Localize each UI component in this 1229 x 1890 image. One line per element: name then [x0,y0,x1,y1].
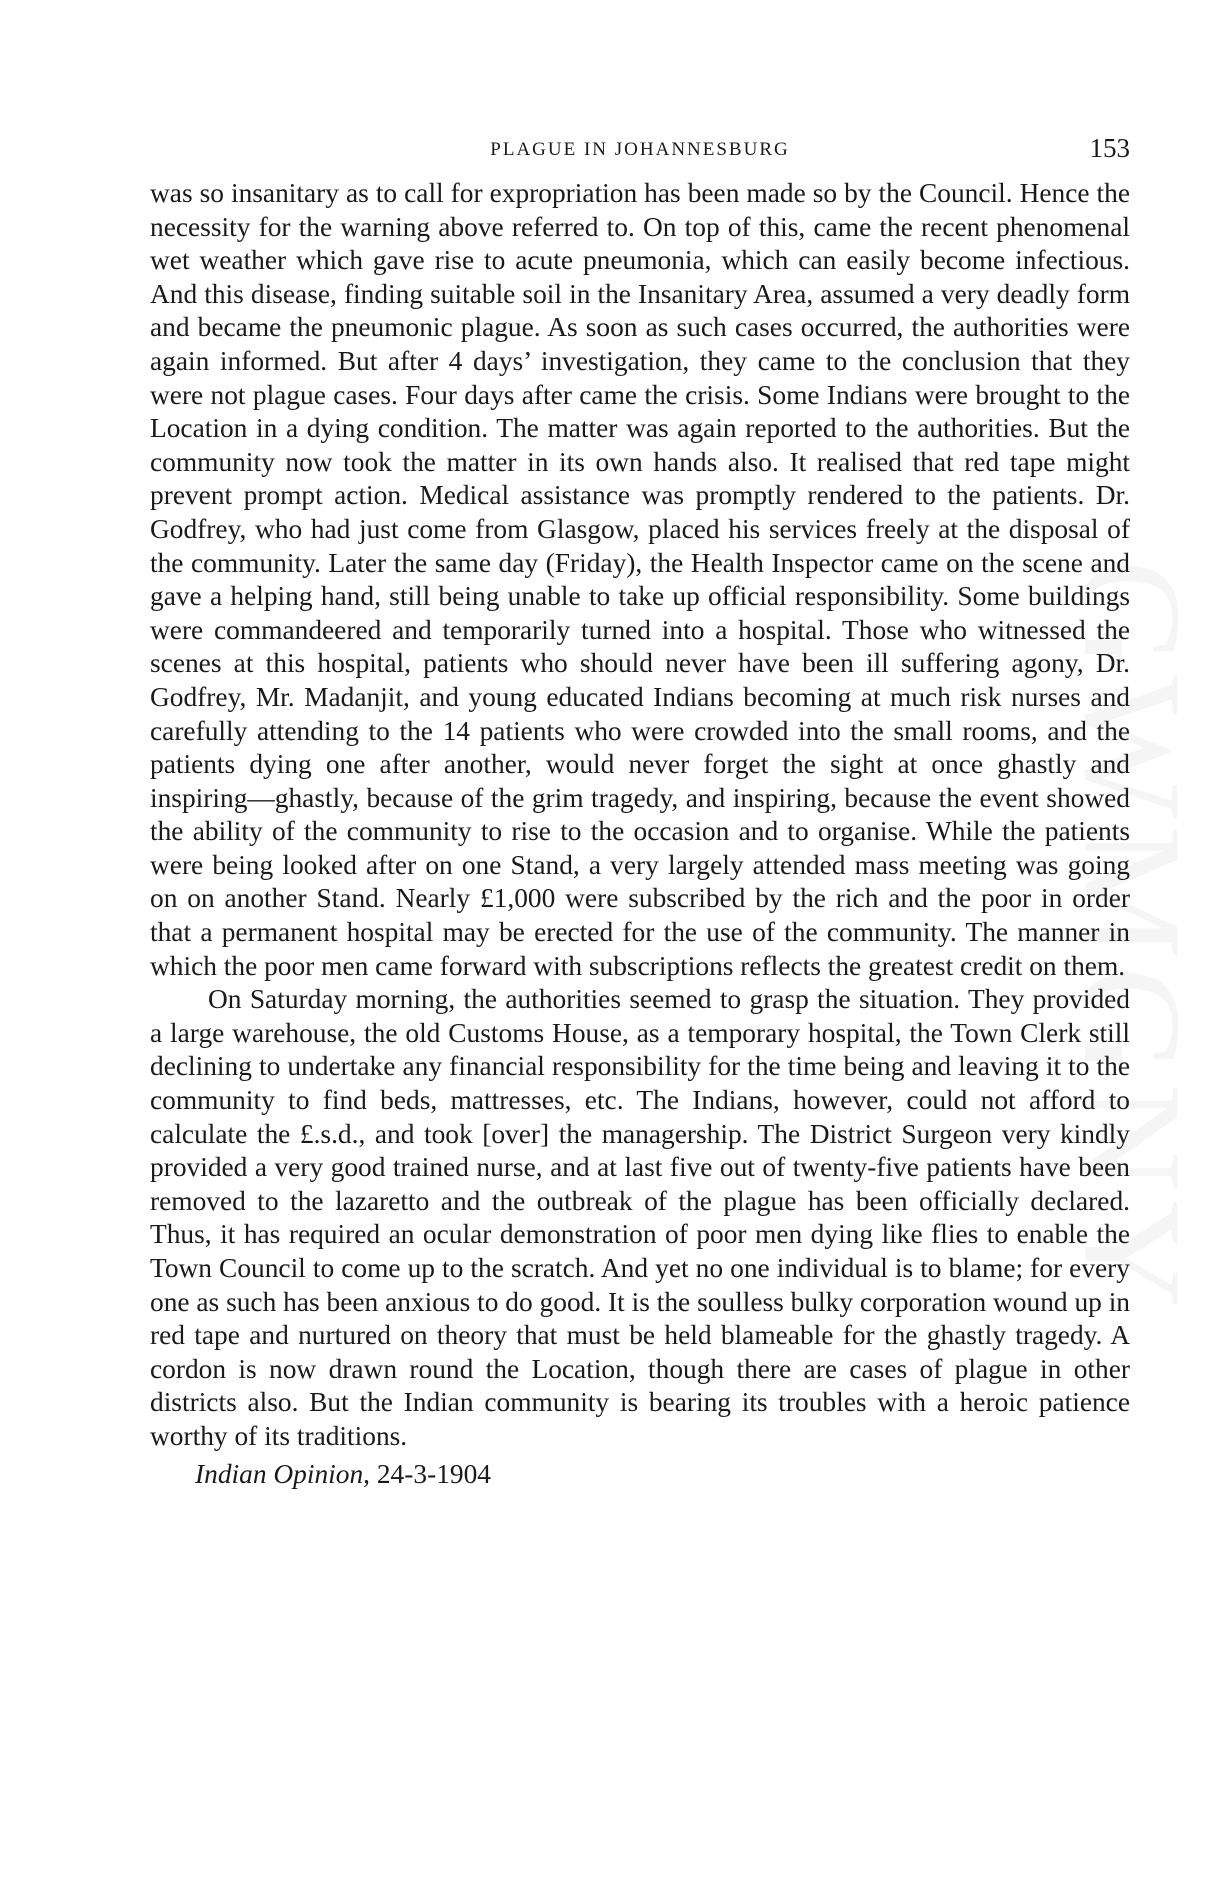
running-head: PLAGUE IN JOHANNESBURG [490,139,790,160]
body-text [150,177,1130,1454]
page-header [150,125,1130,167]
source-date: 24-3-1904 [376,1458,491,1489]
document-page [150,125,1130,1491]
paragraph: On Saturday morning, the authorities seemed to grasp the situation. They provided a large warehouse, the old Customs House, as a temporary hospital, the Town Clerk still declining to undertake any financial responsibility for the time being and leaving it to the community to find beds, mattresses, etc. The Indians, however, could not afford to calculate the £.s.d., and took [over] the managership. The District Surgeon very kindly provided a very good trained nurse, and at last five out of twenty-five patients have been removed to the lazaretto and the outbreak of the plague has been officially declared. Thus, it has required an ocular demonstration of poor men dying like flies to enable the Town Council to come up to the scratch. And yet no one individual is to blame; for every one as such has been anxious to do good. It is the soulless bulky corporation wound up in red tape and nurtured on theory that must be held blameable for the ghastly tragedy. A cordon is now drawn round the Location, though there are cases of plague in other districts also. But the Indian community is bearing its troubles with a heroic patience worthy of its traditions. [150,984,1130,1451]
paragraph-continued: was so insanitary as to call for expropriation has been made so by the Council. Hence the necessity for the warning above referred to. On top of this, came the recent phenomenal wet weather which gave rise to acute pneumonia, which can easily become infectious. And this disease, finding suitable soil in the Insanitary Area, assumed a very deadly form and became the pneumonic plague. As soon as such cases occurred, the authorities were again informed. But after 4 days’ investigation, they came to the conclusion that they were not plague cases. Four days after came the crisis. Some Indians were brought to the Location in a dying condition. The matter was again reported to the authorities. But the community now took the matter in its own hands also. It realised that red tape might prevent prompt action. Medical assistance was promptly rendered to the patients. Dr. Godfrey, who had just come from Glasgow, placed his services freely at the disposal of the community. Later the same day (Friday), the Health Inspector came on the scene and gave a helping hand, still being unable to take up official responsibility. Some buildings were commandeered and temporarily turned into a hospital. Those who witnessed the scenes at this hospital, patients who should never have been ill suffering agony, Dr. Godfrey, Mr. Madanjit, and young educated Indians becoming at much risk nurses and carefully attending to the 14 patients who were crowded into the small rooms, and the patients dying one after another, would never forget the sight at once ghastly and inspiring—ghastly, because of the grim tragedy, and inspiring, because the event showed the ability of the community to rise to the occasion and to organise. While the patients were being looked after on one Stand, a very largely attended mass meeting was going on on another Stand. Nearly £1,000 were subscribed by the rich and the poor in order that a permanent hospital may be erected for the use of the community. The manner in which the poor men came forward with subscriptions reflects the greatest credit on them. [150,178,1130,981]
source-citation [195,1458,1130,1492]
page-number: 153 [1089,133,1130,163]
source-publication: Indian Opinion [195,1458,364,1489]
source-separator: , [363,1458,377,1489]
